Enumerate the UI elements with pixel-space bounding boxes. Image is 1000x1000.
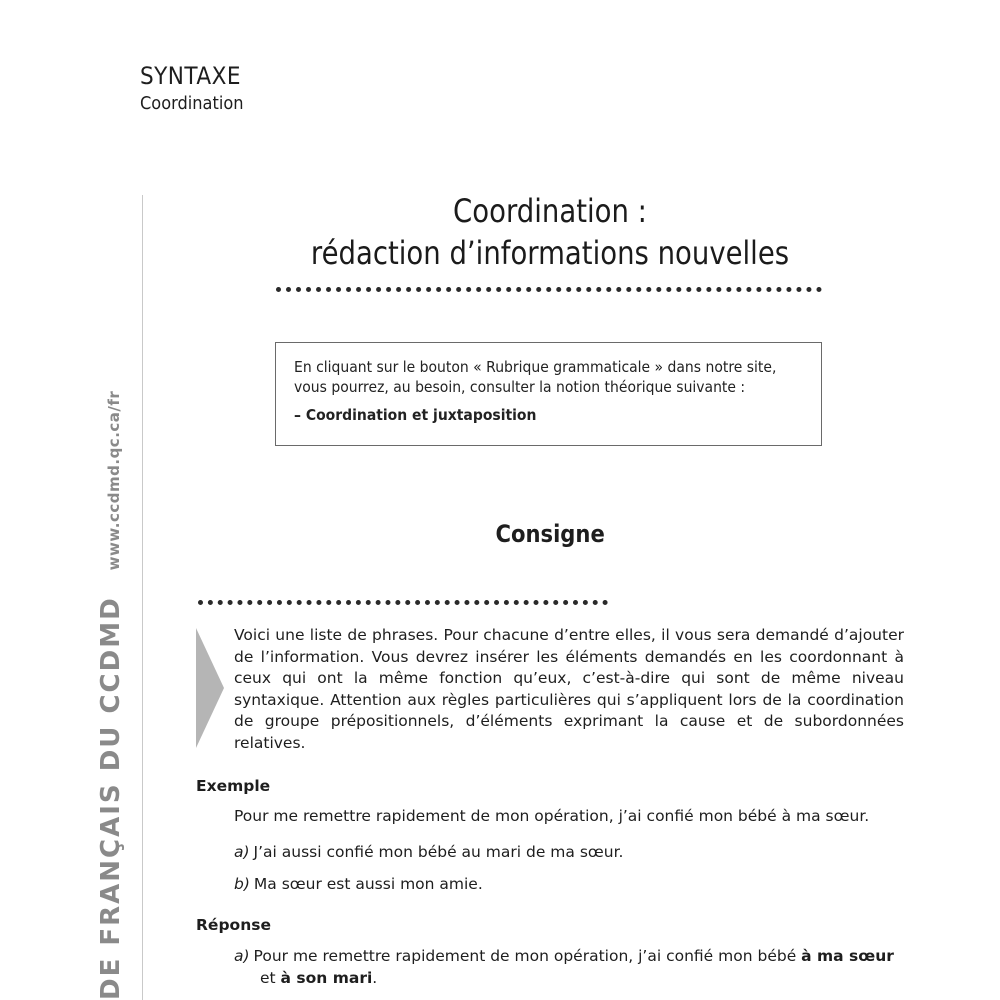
title-dotted-divider	[276, 287, 822, 292]
reponse-item-a-label: a)	[234, 947, 250, 965]
reponse-item-a-text-3: .	[372, 969, 378, 987]
exemple-item-b-label: b)	[234, 875, 250, 893]
brand-url: www.ccdmd.qc.ca/fr	[105, 390, 123, 571]
page-title	[270, 190, 830, 274]
chevron-right-icon	[196, 628, 224, 748]
exemple-sentence: Pour me remettre rapidement de mon opération, j’ai confié mon bébé à ma sœur.	[234, 807, 870, 825]
consigne-heading	[300, 520, 800, 548]
reponse-item-a-text-2: et	[260, 969, 281, 987]
page-title-line-2: rédaction d’informations nouvelles	[310, 234, 790, 272]
exemple-item-b-text: Ma sœur est aussi mon amie.	[253, 875, 483, 893]
brand-name: DE FRANÇAIS DU CCDMD	[96, 596, 126, 1000]
page-header	[140, 60, 255, 116]
vertical-branding	[96, 391, 126, 1000]
reponse-item-a-text-1: Pour me remettre rapidement de mon opération, j’ai confié mon bébé	[253, 947, 802, 965]
exemple-item-a	[234, 841, 914, 863]
exemple-item-a-text: J’ai aussi confié mon bébé au mari de ma sœur.	[253, 843, 624, 861]
consigne-heading-text: Consigne	[495, 520, 605, 548]
exemple-item-a-label: a)	[234, 843, 250, 861]
info-box-item: – Coordination et juxtaposition	[294, 406, 537, 424]
section-title: SYNTAXE	[140, 62, 241, 90]
section-subtitle: Coordination	[140, 93, 244, 114]
consigne-text: Voici une liste de phrases. Pour chacune d’entre elles, il vous sera demandé d’ajouter de l’information. Vous devrez insérer les éléments demandés en les coordonnant à ceux qui ont la même fonction qu’eux, c’est-à-dire qui sont de même niveau syntaxique. Attention aux règles particulières qui s’appliquent lors de la coordination de groupe prépositionnels, d’éléments exprimant la cause et de subordonnées relatives.	[234, 626, 904, 752]
reponse-item-a-continuation	[234, 967, 914, 989]
info-box	[275, 342, 822, 446]
reponse-item-a-bold-2: à son mari	[280, 969, 373, 987]
exemple-heading: Exemple	[196, 777, 271, 795]
reponse-item-a-bold-1: à ma sœur	[801, 947, 894, 965]
info-box-text: En cliquant sur le bouton « Rubrique grammaticale » dans notre site, vous pourrez, au besoin, consulter la notion théorique suivante :	[294, 358, 777, 396]
reponse-item-a	[234, 945, 914, 989]
consigne-dotted-divider	[198, 600, 608, 605]
exemple-item-b	[234, 873, 914, 895]
page-title-line-1: Coordination :	[453, 192, 647, 230]
reponse-heading: Réponse	[196, 916, 271, 934]
margin-rule	[142, 195, 143, 1000]
